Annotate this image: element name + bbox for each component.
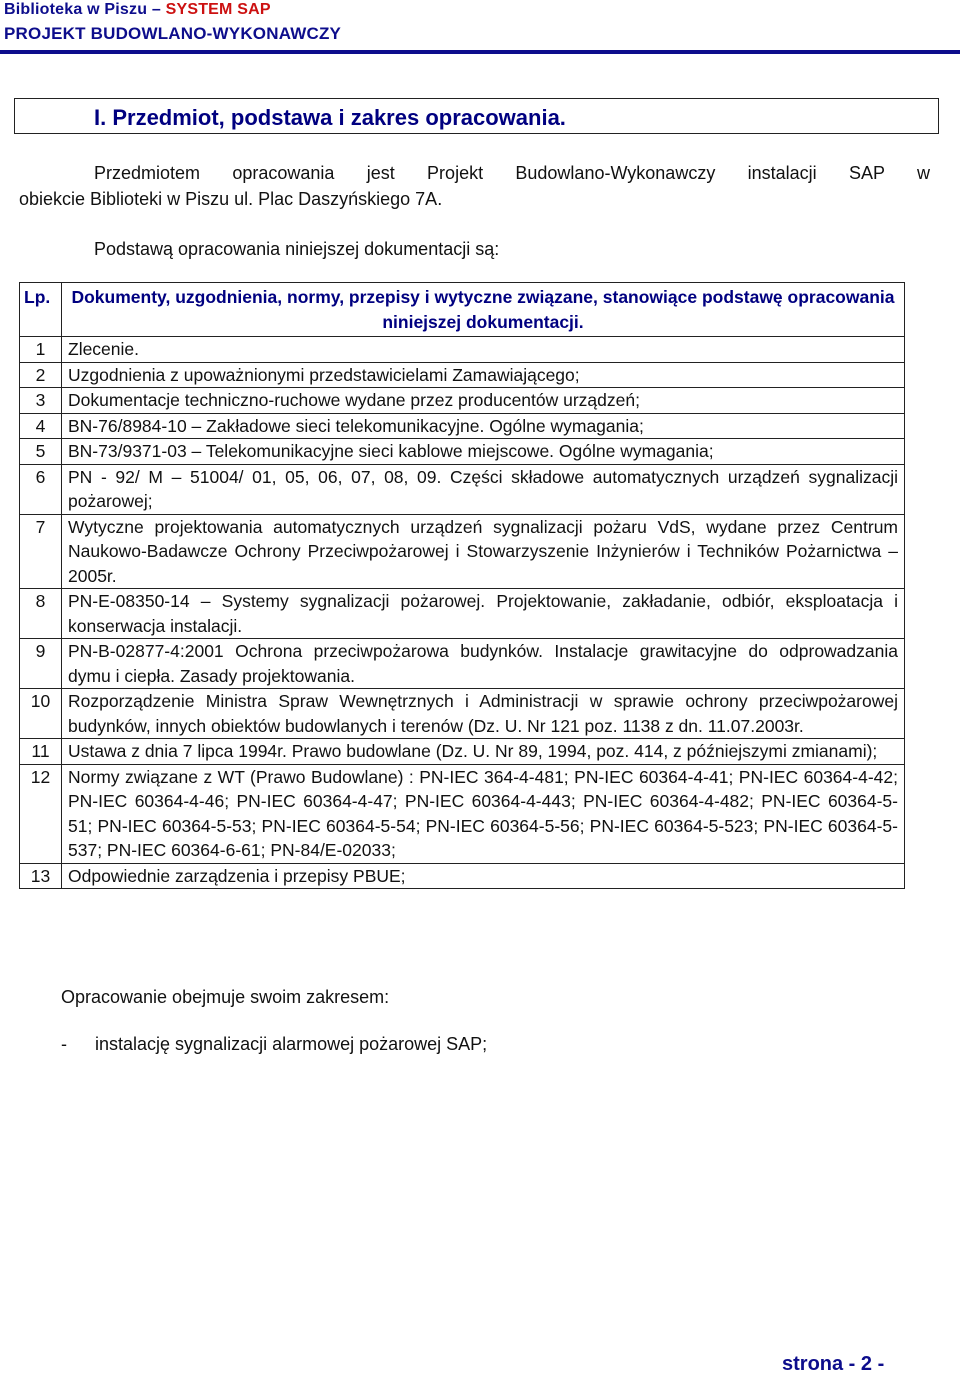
header-documents: Dokumenty, uzgodnienia, normy, przepisy i wytyczne związane, stanowiące podstawę opracowania niniejszej dokumentacji.	[62, 283, 905, 337]
row-number: 8	[20, 589, 62, 639]
row-number: 2	[20, 362, 62, 388]
table-row	[20, 362, 905, 388]
table-row	[20, 639, 905, 689]
table-row	[20, 689, 905, 739]
row-document: Normy związane z WT (Prawo Budowlane) : PN-IEC 364-4-481; PN-IEC 60364-4-41; PN-IEC 60364-4-42; PN-IEC 60364-4-46; PN-IEC 60364-4-47; PN-IEC 60364-4-443; PN-IEC 60364-4-482; PN-IEC 60364-5-51; PN-IEC 60364-5-53; PN-IEC 60364-5-54; PN-IEC 60364-5-56; PN-IEC 60364-5-523; PN-IEC 60364-5-537; PN-IEC 60364-6-61; PN-84/E-02033;	[62, 764, 905, 863]
table-row	[20, 388, 905, 414]
row-document: Wytyczne projektowania automatycznych urządzeń sygnalizacji pożaru VdS, wydane przez Centrum Naukowo-Badawcze Ochrony Przeciwpożarowej i Stowarzyszenie Inżynierów i Techników Pożarnictwa – 2005r.	[62, 514, 905, 589]
row-document: Ustawa z dnia 7 lipca 1994r. Prawo budowlane (Dz. U. Nr 89, 1994, poz. 414, z późniejszymi zmianami);	[62, 739, 905, 765]
header-system: SYSTEM SAP	[165, 1, 271, 18]
table-row	[20, 739, 905, 765]
intro-line-2: obiekcie Biblioteki w Piszu ul. Plac Daszyńskiego 7A.	[19, 189, 443, 209]
row-document: PN - 92/ M – 51004/ 01, 05, 06, 07, 08, 09. Części składowe automatycznych urządzeń sygnalizacji pożarowej;	[62, 464, 905, 514]
header-institution: Biblioteka w Piszu	[4, 1, 148, 18]
header-project-type: PROJEKT BUDOWLANO-WYKONAWCZY	[4, 24, 342, 43]
row-number: 4	[20, 413, 62, 439]
row-number: 10	[20, 689, 62, 739]
page-number: strona - 2 -	[782, 1353, 885, 1375]
row-document: Uzgodnienia z upoważnionymi przedstawicielami Zamawiającego;	[62, 362, 905, 388]
row-document: Odpowiednie zarządzenia i przepisy PBUE;	[62, 863, 905, 889]
list-bullet: -	[61, 1034, 67, 1054]
row-number: 3	[20, 388, 62, 414]
section-title-box	[14, 98, 939, 134]
row-document: BN-73/9371-03 – Telekomunikacyjne sieci kablowe miejscowe. Ogólne wymagania;	[62, 439, 905, 465]
row-document: BN-76/8984-10 – Zakładowe sieci telekomunikacyjne. Ogólne wymagania;	[62, 413, 905, 439]
table-row	[20, 413, 905, 439]
table-row	[20, 589, 905, 639]
row-document: PN-E-08350-14 – Systemy sygnalizacji pożarowej. Projektowanie, zakładanie, odbiór, eksploatacja i konserwacja instalacji.	[62, 589, 905, 639]
header-divider	[0, 50, 960, 54]
scope-list-item	[61, 1031, 487, 1057]
table-row	[20, 514, 905, 589]
header-lp: Lp.	[20, 283, 62, 337]
scope-intro: Opracowanie obejmuje swoim zakresem:	[61, 987, 390, 1007]
row-number: 5	[20, 439, 62, 465]
row-number: 11	[20, 739, 62, 765]
table-header-row	[20, 283, 905, 337]
section-title: I. Przedmiot, podstawa i zakres opracowania.	[94, 105, 566, 130]
row-number: 6	[20, 464, 62, 514]
table-row	[20, 764, 905, 863]
row-number: 12	[20, 764, 62, 863]
row-document: Dokumentacje techniczno-ruchowe wydane przez producentów urządzeń;	[62, 388, 905, 414]
documents-table	[19, 282, 905, 889]
intro-line-1: Przedmiotem opracowania jest Projekt Budowlano-Wykonawczy instalacji SAP w	[94, 163, 930, 183]
table-row	[20, 863, 905, 889]
row-number: 13	[20, 863, 62, 889]
row-document: Zlecenie.	[62, 337, 905, 363]
row-document: PN-B-02877-4:2001 Ochrona przeciwpożarowa budynków. Instalacje grawitacyjne do odprowadzania dymu i ciepła. Zasady projektowania.	[62, 639, 905, 689]
basis-intro: Podstawą opracowania niniejszej dokumentacji są:	[94, 239, 500, 259]
row-number: 1	[20, 337, 62, 363]
header-separator: –	[147, 1, 166, 18]
header-line-1	[4, 1, 271, 19]
scope-item-text: instalację sygnalizacji alarmowej pożarowej SAP;	[95, 1034, 488, 1054]
table-row	[20, 464, 905, 514]
table-row	[20, 439, 905, 465]
row-number: 7	[20, 514, 62, 589]
table-row	[20, 337, 905, 363]
row-document: Rozporządzenie Ministra Spraw Wewnętrznych i Administracji w sprawie ochrony przeciwpożarowej budynków, innych obiektów budowlanych i terenów (Dz. U. Nr 121 poz. 1138 z dn. 11.07.2003r.	[62, 689, 905, 739]
row-number: 9	[20, 639, 62, 689]
